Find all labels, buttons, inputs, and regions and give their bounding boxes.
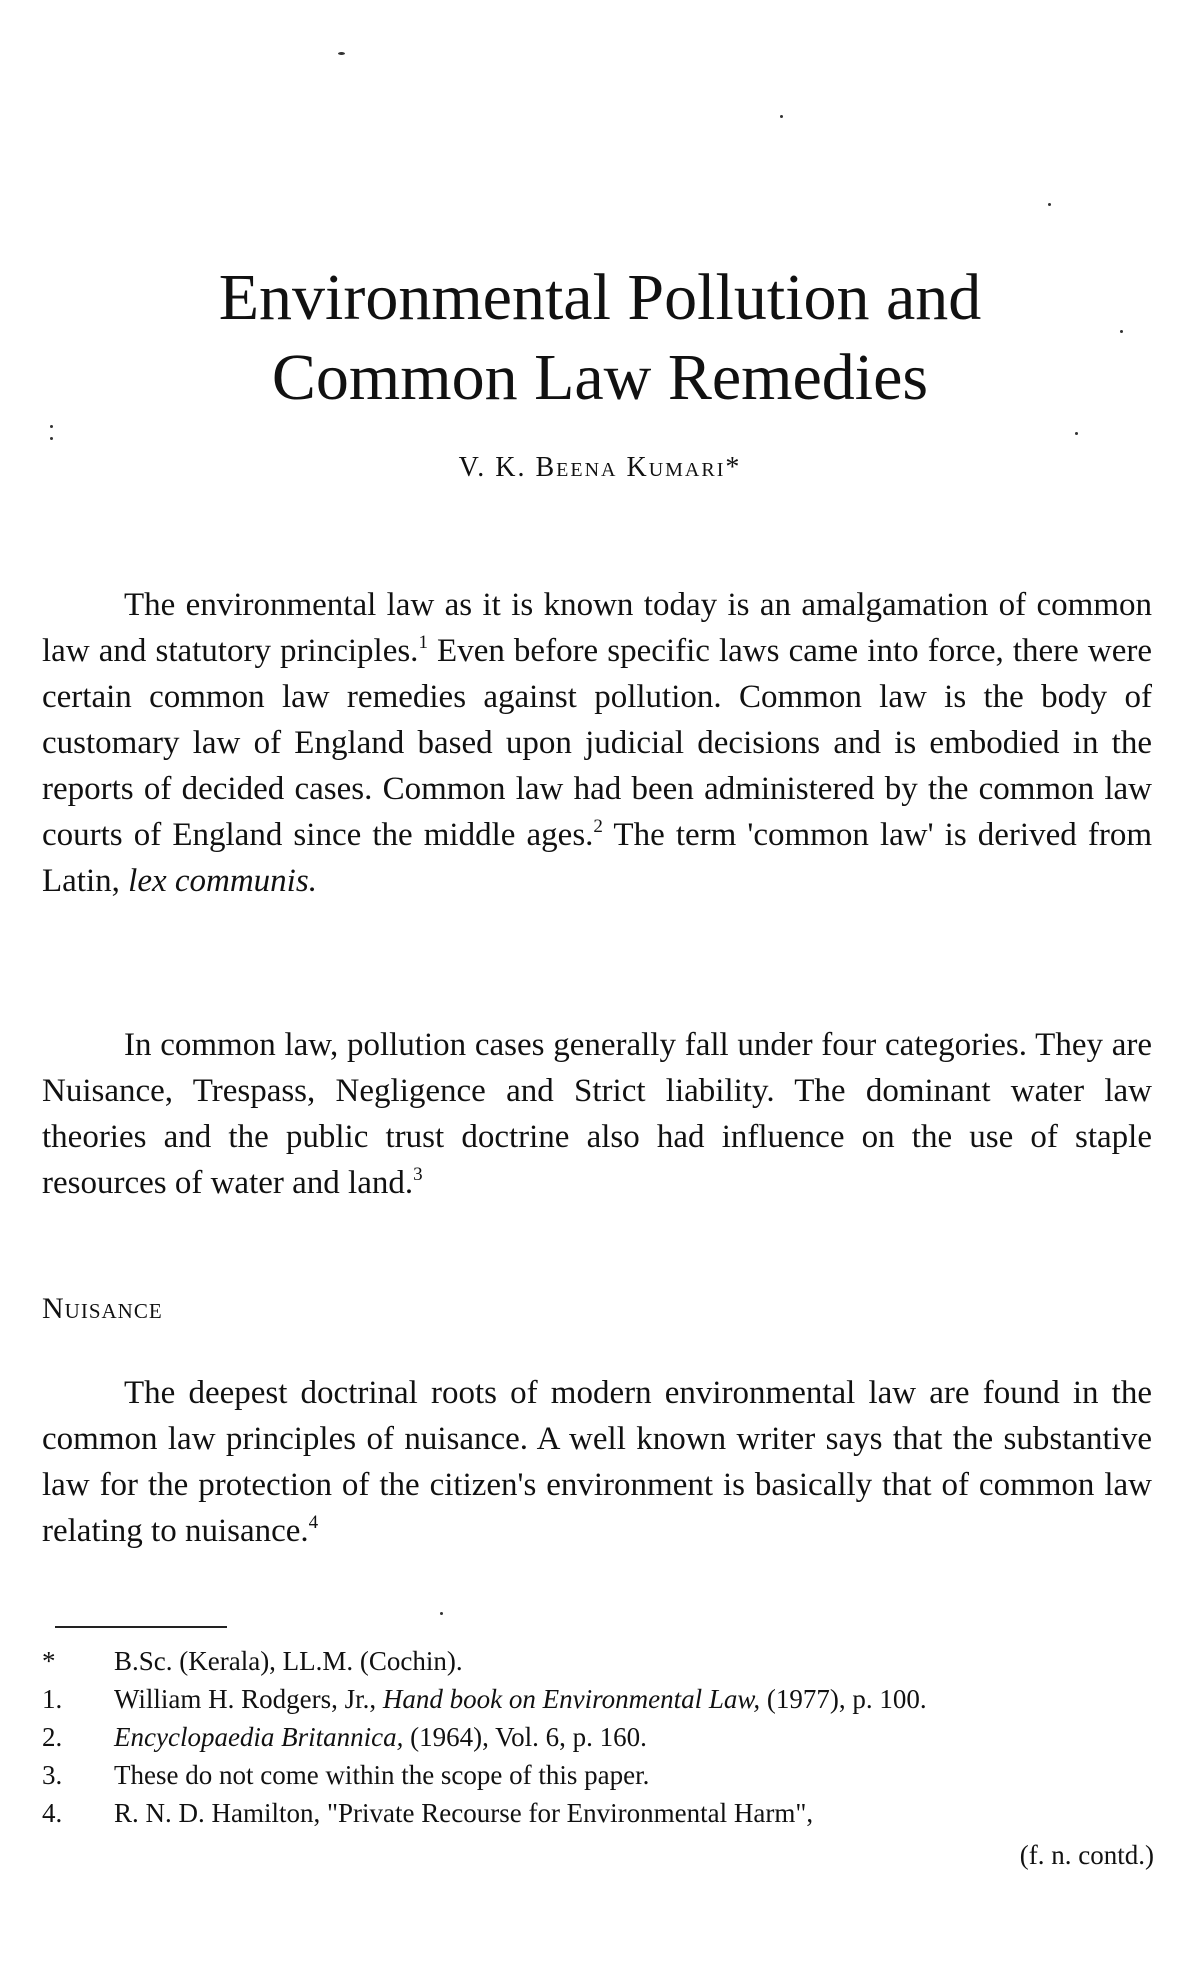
paragraph-text: The term 'common law' is derived from Latin, [42,817,1152,899]
cited-work-title: Encyclopaedia Britannica, [114,1722,404,1752]
paragraph-text: In common law, pollution cases generally fall under four categories. They are Nuisance, Trespass, Negligence and Strict liability. The dominant water law theories and the public trust doctrine also had influence on the use of staple resources of water and land. [42,1027,1152,1201]
footnote-continuation: (f. n. contd.) [1019,1840,1154,1870]
cited-work-title: Hand book on Environmental Law, [382,1684,761,1714]
footnote-mark: 1. [42,1684,63,1714]
footnote-ref: 3 [413,1164,423,1185]
latin-term: lex communis. [128,863,317,899]
footnote-ref: 1 [418,632,428,653]
footnote-text-plain: (1977), p. 100. [760,1684,927,1714]
paragraph-text: Even before specific laws came into force, there were certain common law remedies against pollution. Common law is the body of customary law of England based upon judicial decisions and is embodied in the reports of decided cases. Common law had been administered by the common law courts of England since the middle ages. [42,633,1152,853]
footnote-text-plain: (1964), Vol. 6, p. 160. [403,1722,647,1752]
paragraph-text: The deepest doctrinal roots of modern environmental law are found in the common law principles of nuisance. A well known writer says that the substantive law for the protection of the citizen's environment is basically that of common law relating to nuisance. [42,1375,1152,1549]
footnote-item [42,1680,1154,1718]
scan-speck [780,115,783,118]
scan-speck [1120,330,1123,333]
footnotes [42,1642,1154,1874]
footnote-item [42,1718,1154,1756]
scan-speck [338,52,345,55]
footnote-item [42,1756,1154,1794]
article-title [120,258,1080,418]
scan-speck [1048,203,1051,206]
footnote-text: B.Sc. (Kerala), LL.M. (Cochin). [114,1646,463,1676]
scan-speck [50,425,53,428]
footnote-text [114,1718,1154,1756]
footnote-text: R. N. D. Hamilton, "Private Recourse for Environmental Harm", [114,1798,814,1828]
title-line-2: Common Law Remedies [271,341,929,414]
scan-speck [440,1612,443,1615]
paragraph-text: The environmental law as it is known today is an amalgamation of common law and statutory principles. [42,587,1152,669]
title-line-1: Environmental Pollution and [218,261,982,334]
section-heading: Nuisance [42,1292,163,1325]
scan-speck [50,437,53,440]
footnote-mark: * [42,1646,56,1676]
author-name: V. K. Beena Kumari* [458,452,742,483]
paragraph-intro [42,582,1152,904]
footnote-ref: 2 [593,816,603,837]
footnote-ref: 4 [308,1512,319,1533]
footnote-text-plain: William H. Rodgers, Jr., [114,1684,383,1714]
footnote-mark: 2. [42,1722,63,1752]
footnote-item [42,1642,1154,1680]
footnote-text [114,1680,1154,1718]
footnote-mark: 4. [42,1798,63,1828]
footnote-mark: 3. [42,1760,63,1790]
footnote-divider [55,1626,227,1628]
footnote-text: These do not come within the scope of this paper. [114,1760,650,1790]
paragraph-nuisance [42,1370,1152,1554]
scan-speck [1075,432,1078,435]
footnote-item [42,1794,1154,1832]
paragraph-categories [42,1022,1152,1206]
